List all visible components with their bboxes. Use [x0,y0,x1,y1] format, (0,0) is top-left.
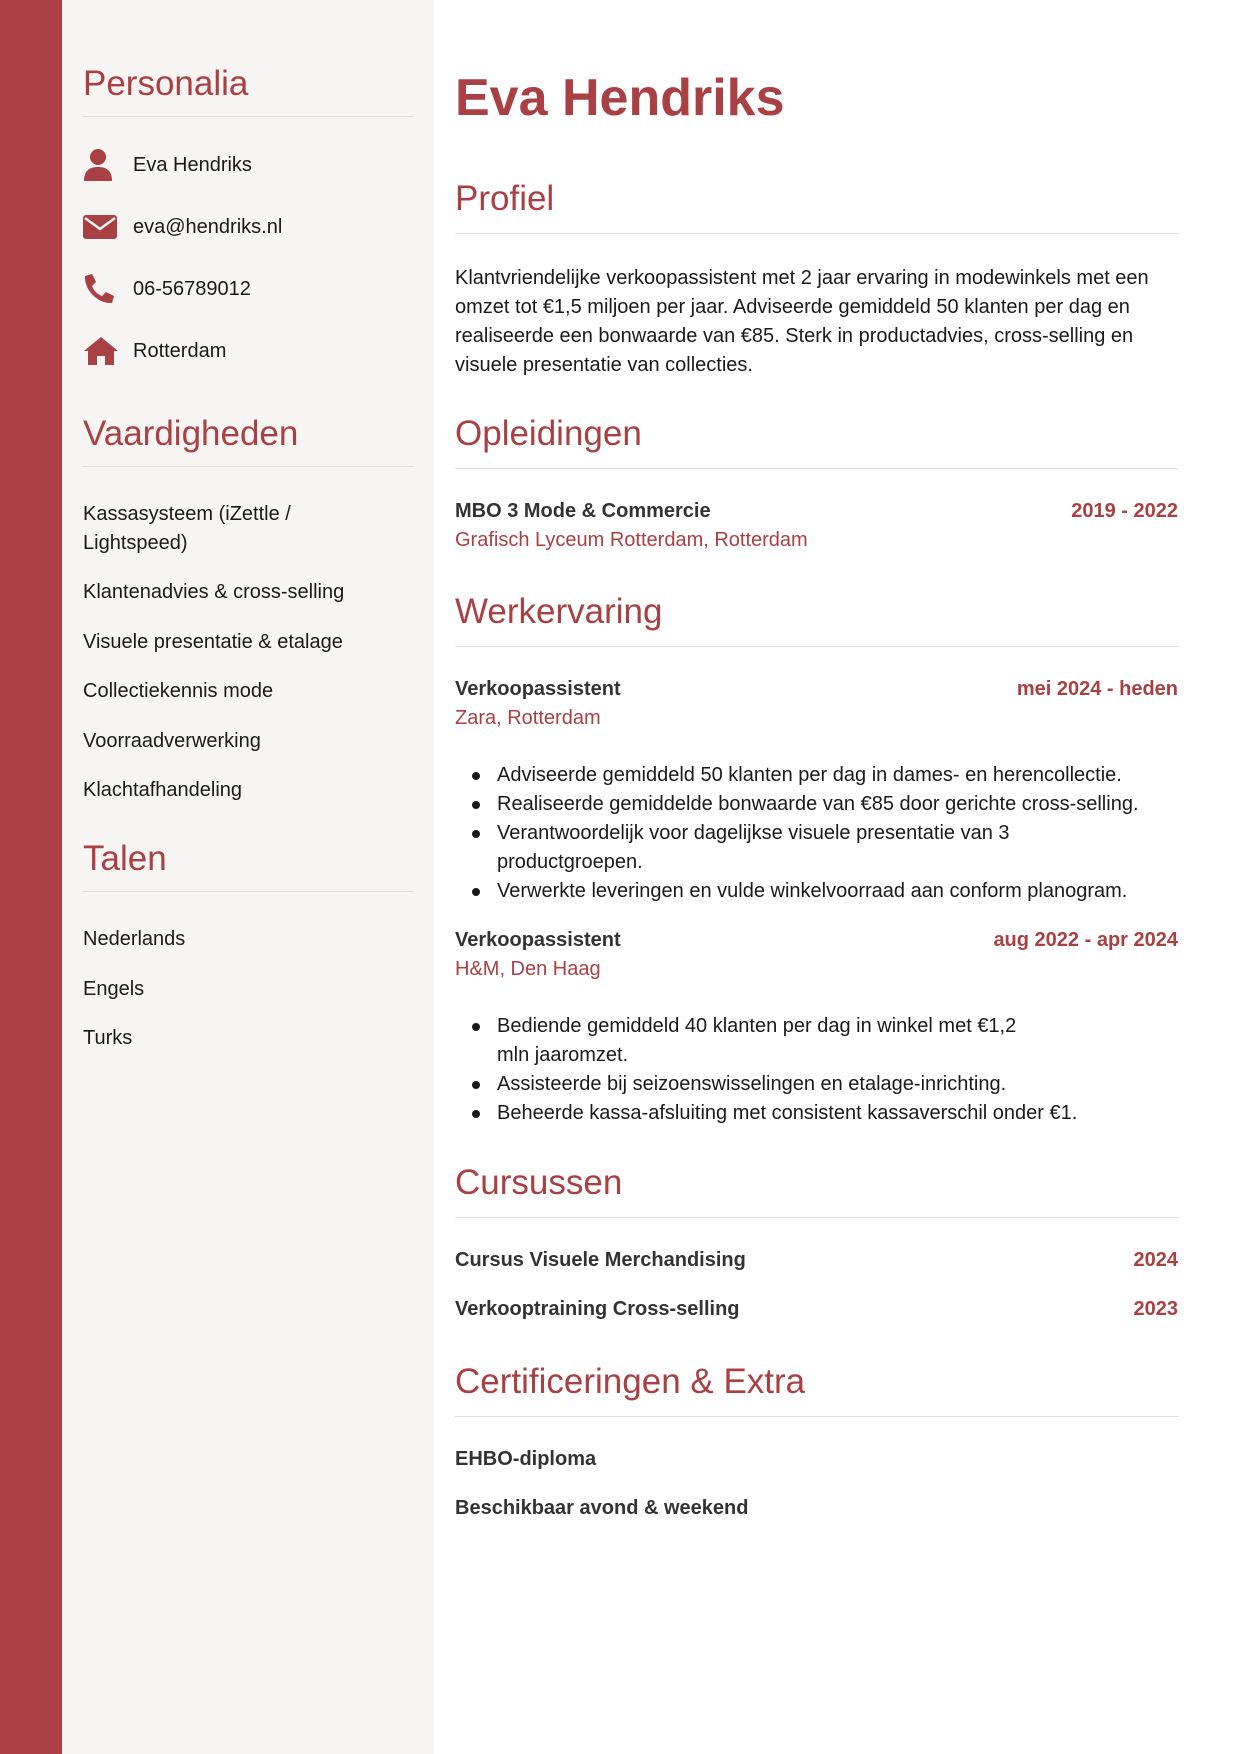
entry-header [455,1246,1178,1275]
languages-title: Talen [83,839,413,892]
bullet-list [455,761,1178,906]
entry-date: 2019 - 2022 [1071,500,1178,522]
contact-email [83,196,413,258]
bullet-item: Verwerkte leveringen en vulde winkelvoorraad aan conform planogram. [455,877,1178,906]
entry-date: 2024 [1133,1249,1178,1271]
profile-text: Klantvriendelijke verkoopassistent met 2 jaar ervaring in modewinkels met een omzet tot €1,5 miljoen per jaar. Adviseerde gemiddeld 50 klanten per dag en realiseerde een bonwaarde van €85. Sterk in productadvies, cross-selling en visuele presentatie van collecties. [455,267,1149,376]
user-icon [83,149,133,181]
entry-org: Zara, Rotterdam [455,707,601,729]
experience-entry [455,926,1178,1128]
education-title: Opleidingen [455,414,1178,469]
skill-item: Voorraadverwerking [83,730,261,752]
certification-item: EHBO-diploma [455,1448,597,1470]
language-item: Nederlands [83,928,186,950]
skill-item: Klachtafhandeling [83,779,243,801]
bullet-list [455,1012,1178,1128]
education-entry [455,497,1178,555]
envelope-icon [83,215,133,239]
certifications-section [455,1362,1178,1523]
bullet-item: Realiseerde gemiddelde bonwaarde van €85 door gerichte cross-selling. [455,790,1178,819]
contact-name-text: Eva Hendriks [133,153,252,176]
entry-title: Verkooptraining Cross-selling [455,1298,740,1320]
skills-list [83,500,413,825]
accent-stripe [0,0,62,1754]
entry-title: Verkoopassistent [455,929,621,951]
page-title: Eva Hendriks [455,69,785,127]
phone-icon [83,273,133,305]
skill-item: Kassasysteem (iZettle / Lightspeed) [83,503,291,554]
skill-item: Collectiekennis mode [83,680,274,702]
contact-city-text: Rotterdam [133,339,227,362]
contact-phone [83,258,413,320]
skill-item: Klantenadvies & cross-selling [83,581,345,603]
entry-title: Verkoopassistent [455,678,621,700]
entry-title: MBO 3 Mode & Commercie [455,500,711,522]
bullet-item: Adviseerde gemiddeld 50 klanten per dag in dames- en herencollectie. [455,761,1178,790]
bullet-item: Beheerde kassa-afsluiting met consistent kassaverschil onder €1. [455,1099,1178,1128]
courses-section [455,1163,1178,1324]
skills-section [83,414,413,467]
courses-title: Cursussen [455,1163,1178,1218]
certification-item: Beschikbaar avond & weekend [455,1497,749,1519]
languages-section [83,839,413,892]
profile-title: Profiel [455,179,1178,234]
entry-header [455,497,1178,526]
entry-date: mei 2024 - heden [1016,678,1178,700]
bullet-item: Assisteerde bij seizoenswisselingen en etalage-inrichting. [455,1070,1178,1099]
entry-header [455,1295,1178,1324]
home-icon [83,336,133,366]
education-section [455,414,1178,555]
experience-title: Werkervaring [455,592,1178,647]
entry-header [455,926,1178,955]
bullet-item: Bediende gemiddeld 40 klanten per dag in winkel met €1,2 mln jaaromzet. [455,1012,1178,1070]
contact-email-text[interactable]: eva@hendriks.nl [133,215,283,238]
contact-list [83,134,413,382]
contact-name [83,134,413,196]
personalia-section [83,64,413,117]
entry-org: H&M, Den Haag [455,958,601,980]
bullet-item: Verantwoordelijk voor dagelijkse visuele presentatie van 3 productgroepen. [455,819,1178,877]
experience-section [455,592,1178,1128]
entry-date: aug 2022 - apr 2024 [993,929,1178,951]
contact-city [83,320,413,382]
languages-list [83,925,413,1073]
sidebar [62,0,434,1754]
profile-section [455,179,1178,380]
entry-header [455,675,1178,704]
language-item: Engels [83,978,145,1000]
entry-title: Cursus Visuele Merchandising [455,1249,746,1271]
entry-date: 2023 [1133,1298,1178,1320]
skills-title: Vaardigheden [83,414,413,467]
personalia-title: Personalia [83,64,413,117]
entry-org: Grafisch Lyceum Rotterdam, Rotterdam [455,529,808,551]
skill-item: Visuele presentatie & etalage [83,631,343,653]
course-entry [455,1246,1178,1275]
language-item: Turks [83,1027,133,1049]
contact-phone-text: 06-56789012 [133,277,251,300]
certifications-title: Certificeringen & Extra [455,1362,1178,1417]
main-content [434,0,1241,1754]
experience-entry [455,675,1178,906]
course-entry [455,1295,1178,1324]
